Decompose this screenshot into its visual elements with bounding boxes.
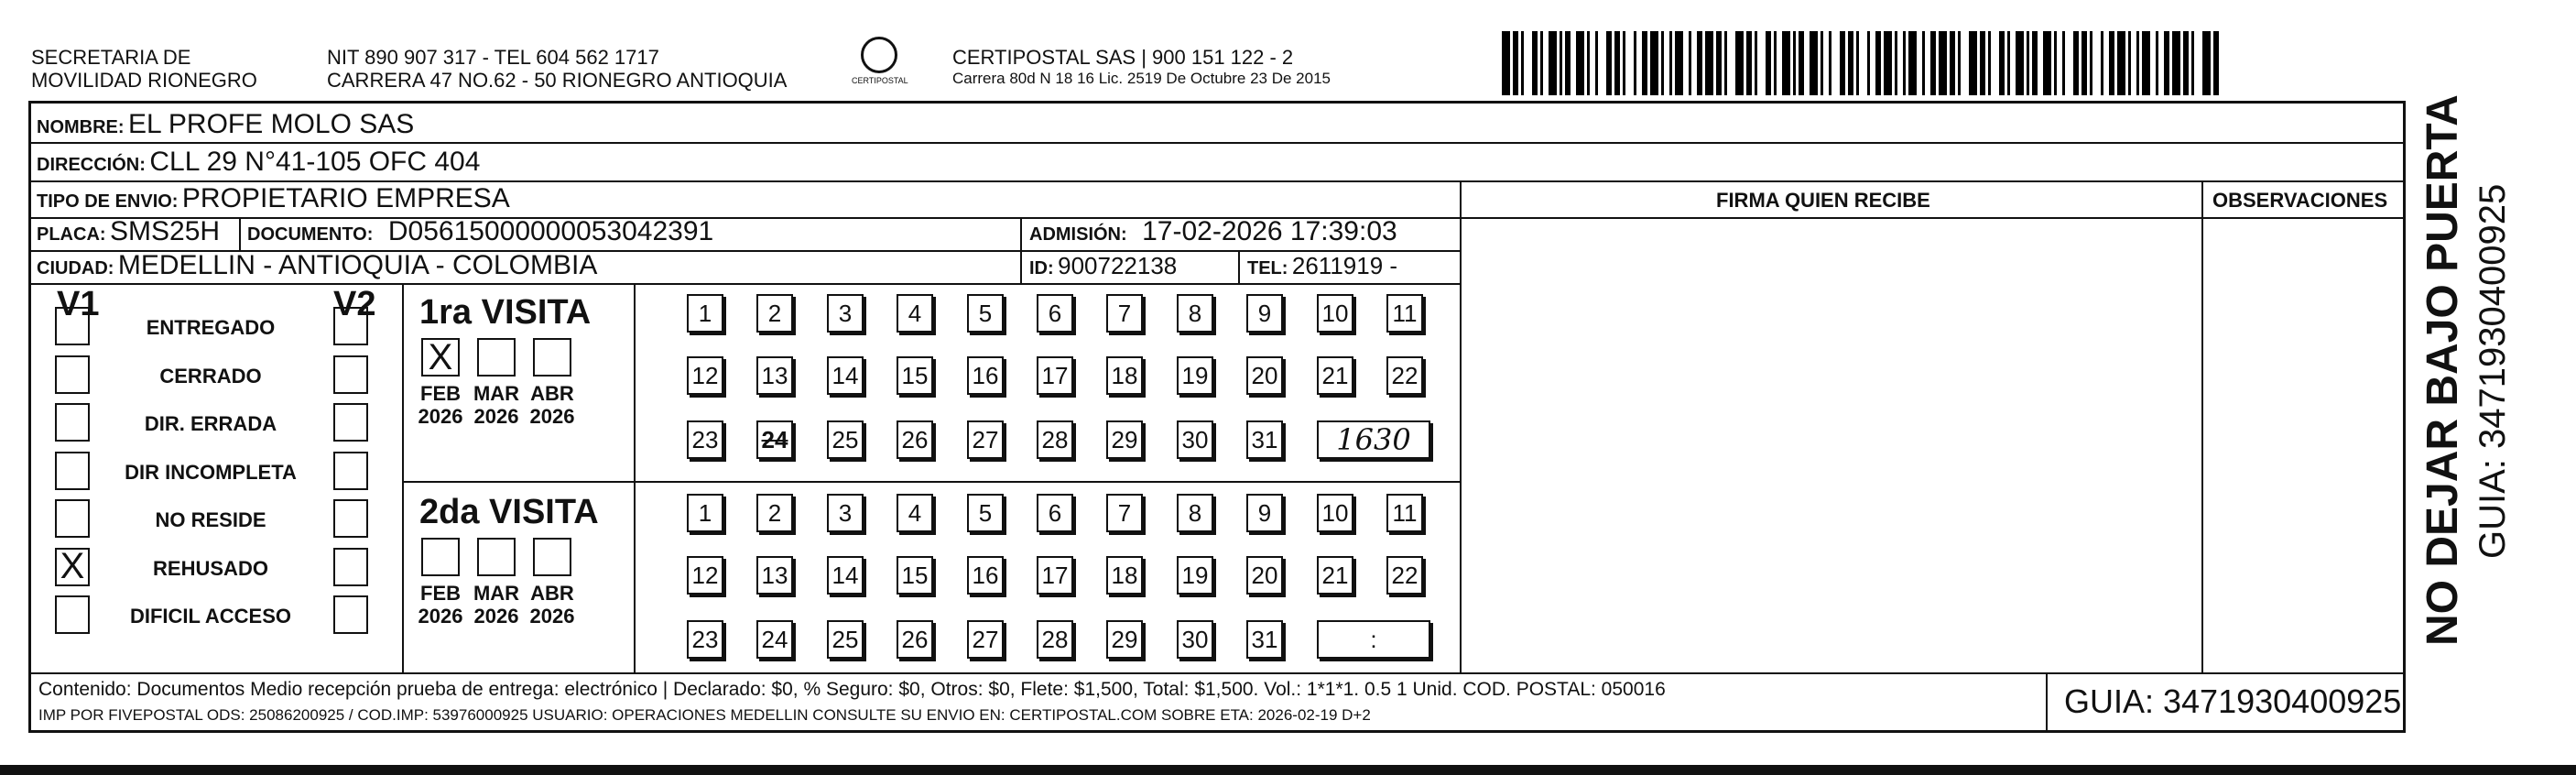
visit1-day-box[interactable]: 6	[1037, 294, 1073, 333]
visit2-month-checkbox[interactable]	[477, 538, 516, 576]
documento-cell	[247, 215, 713, 253]
direccion-label: DIRECCIÓN:	[37, 155, 146, 175]
visit1-day-box[interactable]: 16	[967, 356, 1004, 395]
visit2-day-box[interactable]: 14	[827, 556, 864, 595]
address-line: CARRERA 47 NO.62 - 50 RIONEGRO ANTIOQUIA	[327, 69, 788, 92]
visit2-day-box[interactable]: 13	[756, 556, 793, 595]
visit2-day-box[interactable]: 20	[1246, 556, 1283, 595]
visit1-day-box[interactable]: 11	[1386, 294, 1423, 333]
org-name	[31, 46, 257, 92]
nombre-row	[37, 108, 414, 146]
visit2-day-box[interactable]: 2	[756, 494, 793, 532]
visit2-day-box[interactable]: 15	[897, 556, 933, 595]
visit2-day-box[interactable]: 21	[1317, 556, 1353, 595]
nombre-label: NOMBRE:	[37, 117, 125, 137]
id-value: 900722138	[1058, 252, 1178, 279]
direccion-row	[37, 146, 480, 183]
id-cell	[1029, 249, 1177, 287]
visit1-day-box[interactable]: 10	[1317, 294, 1353, 333]
courier-line-2: Carrera 80d N 18 16 Lic. 2519 De Octubre 23 De 2015	[952, 70, 1331, 87]
barcode	[1502, 31, 2225, 95]
v2-checkbox[interactable]	[333, 595, 368, 634]
visit2-day-box[interactable]: 12	[687, 556, 723, 595]
visit1-day-box[interactable]: 12	[687, 356, 723, 395]
visit1-day-box[interactable]: 18	[1106, 356, 1143, 395]
visit1-day-box[interactable]: 29	[1106, 420, 1143, 459]
tel-value: 2611919 -	[1291, 252, 1398, 279]
v2-checkbox[interactable]	[333, 499, 368, 538]
certipostal-logo	[861, 37, 897, 73]
logo-caption: CERTIPOSTAL	[852, 76, 908, 85]
visit1-month-label: ABR 2026	[529, 382, 575, 428]
admision-value: 17-02-2026 17:39:03	[1142, 216, 1397, 246]
visit2-day-box[interactable]: 16	[967, 556, 1004, 595]
visit1-title: 1ra VISITA	[419, 293, 592, 332]
v1-checkbox[interactable]	[55, 595, 90, 634]
v1-checkbox[interactable]	[55, 499, 90, 538]
visit1-day-box[interactable]: 8	[1177, 294, 1213, 333]
direccion-value: CLL 29 N°41-105 OFC 404	[149, 147, 481, 177]
org-line-2: MOVILIDAD RIONEGRO	[31, 69, 257, 92]
ciudad-cell	[37, 249, 597, 287]
visit1-day-box[interactable]: 27	[967, 420, 1004, 459]
visit1-day-box[interactable]: 7	[1106, 294, 1143, 333]
visit1-month-label: MAR 2026	[473, 382, 520, 428]
visit1-day-box[interactable]: 23	[687, 420, 723, 459]
visit1-day-box[interactable]: 25	[827, 420, 864, 459]
v1-checkbox[interactable]: X	[55, 548, 90, 586]
visit2-day-box[interactable]: 26	[897, 620, 933, 659]
bottom-edge	[0, 765, 2576, 775]
visit1-day-box[interactable]: 13	[756, 356, 793, 395]
courier-info	[952, 46, 1331, 89]
observaciones-header: OBSERVACIONES	[2212, 189, 2388, 212]
status-label: DIFICIL ACCESO	[129, 605, 291, 628]
admision-cell	[1029, 215, 1397, 253]
visit2-day-box[interactable]: 31	[1246, 620, 1283, 659]
visit2-day-box[interactable]: 8	[1177, 494, 1213, 532]
documento-value: D05615000000053042391	[387, 216, 714, 246]
visit2-day-box[interactable]: 7	[1106, 494, 1143, 532]
visit1-day-box[interactable]: 14	[827, 356, 864, 395]
status-label: ENTREGADO	[146, 316, 276, 339]
visit2-title: 2da VISITA	[419, 493, 599, 531]
visit2-month-label: FEB 2026	[418, 582, 463, 628]
visit1-day-box[interactable]: 22	[1386, 356, 1423, 395]
visit2-day-box[interactable]: 17	[1037, 556, 1073, 595]
ciudad-label: CIUDAD:	[37, 258, 114, 278]
visit2-day-box[interactable]: 29	[1106, 620, 1143, 659]
visit1-day-box[interactable]: 4	[897, 294, 933, 333]
visit1-day-box[interactable]: 26	[897, 420, 933, 459]
v2-checkbox[interactable]	[333, 355, 368, 394]
visit2-day-box[interactable]: 10	[1317, 494, 1353, 532]
visit1-time-box[interactable]: 1630	[1317, 420, 1430, 459]
visit1-day-box[interactable]: 24	[756, 420, 793, 459]
visit2-day-box[interactable]: 22	[1386, 556, 1423, 595]
visit2-day-box[interactable]: 11	[1386, 494, 1423, 532]
visit2-day-box[interactable]: 1	[687, 494, 723, 532]
visit2-day-box[interactable]: 4	[897, 494, 933, 532]
visit1-month-label: FEB 2026	[418, 382, 463, 428]
ciudad-value: MEDELLIN - ANTIOQUIA - COLOMBIA	[117, 250, 598, 280]
status-label: DIR. ERRADA	[144, 412, 277, 435]
tipo-envio-row	[37, 182, 510, 220]
visit2-day-box[interactable]: 6	[1037, 494, 1073, 532]
status-label: NO RESIDE	[155, 508, 266, 531]
placa-value: SMS25H	[110, 216, 221, 246]
status-label: CERRADO	[159, 365, 262, 388]
placa-cell	[37, 215, 220, 253]
tipo-envio-label: TIPO DE ENVIO:	[37, 191, 179, 212]
visit2-month-label: ABR 2026	[529, 582, 575, 628]
visit2-day-box[interactable]: 5	[967, 494, 1004, 532]
visit1-month-checkbox[interactable]	[533, 338, 571, 377]
v2-checkbox[interactable]	[333, 307, 368, 345]
visit1-month-checkbox[interactable]: X	[421, 338, 460, 377]
side-guia: GUIA: 3471930400925	[2473, 183, 2513, 559]
visit1-day-box[interactable]: 15	[897, 356, 933, 395]
v1-checkbox[interactable]	[55, 452, 90, 490]
visit2-day-box[interactable]: 23	[687, 620, 723, 659]
visit2-day-box[interactable]: 30	[1177, 620, 1213, 659]
visit2-time-box[interactable]: :	[1317, 620, 1430, 659]
visit2-day-box[interactable]: 25	[827, 620, 864, 659]
v1-checkbox[interactable]	[55, 355, 90, 394]
visit2-day-box[interactable]: 28	[1037, 620, 1073, 659]
visit2-month-checkbox[interactable]	[421, 538, 460, 576]
firma-header: FIRMA QUIEN RECIBE	[1716, 189, 1930, 212]
visit1-month-checkbox[interactable]	[477, 338, 516, 377]
visit2-month-label: MAR 2026	[473, 582, 520, 628]
visit1-day-box[interactable]: 30	[1177, 420, 1213, 459]
org-line-1: SECRETARIA DE	[31, 46, 191, 69]
visit1-day-box[interactable]: 20	[1246, 356, 1283, 395]
visit1-day-box[interactable]: 19	[1177, 356, 1213, 395]
visit1-day-box[interactable]: 28	[1037, 420, 1073, 459]
visit2-month-checkbox[interactable]	[533, 538, 571, 576]
sender-info	[327, 46, 787, 92]
visit1-day-box[interactable]: 21	[1317, 356, 1353, 395]
v2-checkbox[interactable]	[333, 548, 368, 586]
visit2-day-box[interactable]: 27	[967, 620, 1004, 659]
footer-guia: GUIA: 3471930400925	[2064, 682, 2402, 720]
no-dejar-bajo-puerta: NO DEJAR BAJO PUERTA	[2418, 94, 2467, 646]
v2-checkbox[interactable]	[333, 403, 368, 442]
id-label: ID:	[1029, 258, 1054, 278]
v1-checkbox[interactable]	[55, 307, 90, 345]
delivery-form	[28, 101, 2406, 733]
footer-print-info: IMP POR FIVEPOSTAL ODS: 25086200925 / COD.IMP: 53976000925 USUARIO: OPERACIONES MEDELLIN CONSULTE SU ENVIO EN: CERTIPOSTAL.COM SOBRE ETA: 2026-02-19 D+2	[38, 706, 1371, 724]
visit1-day-box[interactable]: 3	[827, 294, 864, 333]
visit1-day-box[interactable]: 2	[756, 294, 793, 333]
visit1-day-box[interactable]: 5	[967, 294, 1004, 333]
visit1-day-box[interactable]: 17	[1037, 356, 1073, 395]
admision-label: ADMISIÓN:	[1029, 224, 1127, 245]
tel-label: TEL:	[1247, 258, 1288, 278]
v2-checkbox[interactable]	[333, 452, 368, 490]
visit1-day-box[interactable]: 31	[1246, 420, 1283, 459]
v1-header: V1	[57, 285, 100, 323]
visit1-day-box[interactable]: 9	[1246, 294, 1283, 333]
footer-contents: Contenido: Documentos Medio recepción prueba de entrega: electrónico | Declarado: $0, % Seguro: $0, Otros: $0, Flete: $1,500, Total: $1,500. Vol.: 1*1*1. 0.5 1 Unid. COD. POSTAL: 050016	[38, 679, 1666, 700]
visit2-day-box[interactable]: 24	[756, 620, 793, 659]
tel-cell	[1247, 249, 1397, 287]
v1-checkbox[interactable]	[55, 403, 90, 442]
status-label: DIR INCOMPLETA	[125, 461, 297, 484]
visit2-day-box[interactable]: 9	[1246, 494, 1283, 532]
status-label: REHUSADO	[153, 557, 268, 580]
placa-label: PLACA:	[37, 224, 106, 245]
visit1-day-box[interactable]: 1	[687, 294, 723, 333]
documento-label: DOCUMENTO:	[247, 224, 374, 245]
visit2-day-box[interactable]: 19	[1177, 556, 1213, 595]
nit-line: NIT 890 907 317 - TEL 604 562 1717	[327, 46, 659, 69]
visit2-day-box[interactable]: 18	[1106, 556, 1143, 595]
nombre-value: EL PROFE MOLO SAS	[128, 109, 415, 139]
tipo-envio-value: PROPIETARIO EMPRESA	[181, 183, 510, 213]
v2-header: V2	[333, 285, 376, 323]
visit2-day-box[interactable]: 3	[827, 494, 864, 532]
courier-line-1: CERTIPOSTAL SAS | 900 151 122 - 2	[952, 46, 1294, 69]
